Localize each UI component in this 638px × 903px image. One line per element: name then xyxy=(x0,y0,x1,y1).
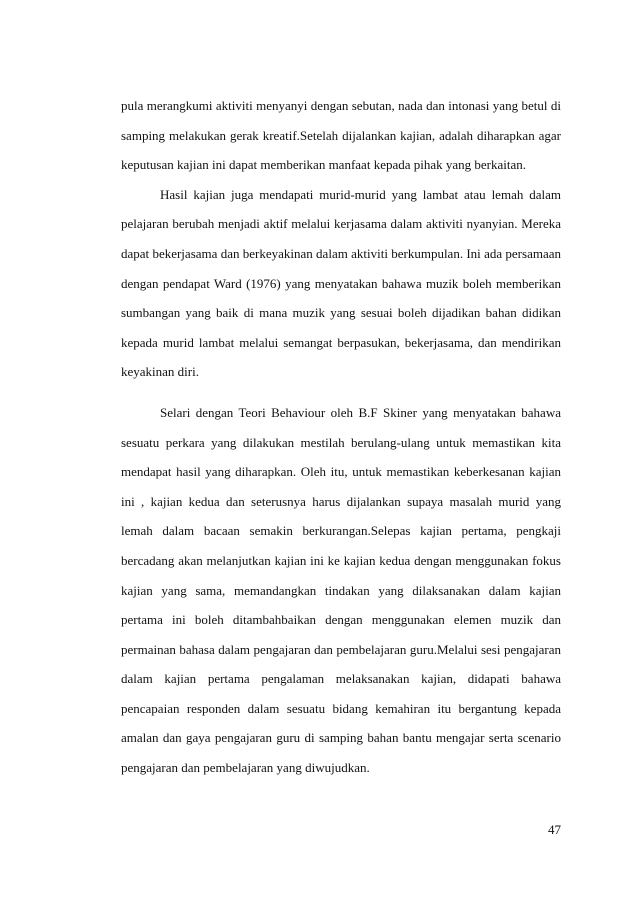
paragraph-1: pula merangkumi aktiviti menyanyi dengan sebutan, nada dan intonasi yang betul di samping melakukan gerak kreatif.Setelah dijalankan kajian, adalah diharapkan agar keputusan kajian ini dapat memberikan manfaat kepada pihak yang berkaitan. xyxy=(121,98,561,173)
paragraph-2: Hasil kajian juga mendapati murid-murid yang lambat atau lemah dalam pelajaran berubah menjadi aktif melalui kerjasama dalam aktiviti nyanyian. Mereka dapat bekerjasama dan berkeyakinan dalam aktiviti berkumpulan. Ini ada persamaan dengan pendapat Ward (1976) yang menyatakan bahawa muzik boleh memberikan sumbangan yang baik di mana muzik yang sesuai boleh dijadikan bahan didikan kepada murid lambat melalui semangat berpasukan, bekerjasama, dan mendirikan keyakinan diri. xyxy=(121,186,561,380)
paragraph-3: Selari dengan Teori Behaviour oleh B.F Skiner yang menyatakan bahawa sesuatu perkara yang dilakukan mestilah berulang-ulang untuk memastikan kita mendapat hasil yang diharapkan. Oleh itu, untuk memastikan keberkesanan kajian ini , kajian kedua dan seterusnya harus dijalankan supaya masalah murid yang lemah dalam bacaan semakin berkurangan.Selepas kajian pertama, pengkaji bercadang akan melanjutkan kajian ini ke kajian kedua dengan menggunakan fokus kajian yang sama, memandangkan tindakan yang dilaksanakan dalam kajian pertama ini boleh ditambahbaikan dengan menggunakan elemen muzik dan permainan bahasa dalam pengajaran dan pembelajaran guru.Melalui sesi pengajaran dalam kajian pertama pengalaman melaksanakan kajian, didapati bahawa pencapaian responden dalam sesuatu bidang kemahiran itu bergantung kepada amalan dan gaya pengajaran guru di samping bahan bantu mengajar serta scenario pengajaran dan pembelajaran yang diwujudkan. xyxy=(121,404,561,776)
body-text xyxy=(121,91,561,783)
page-number: 47 xyxy=(548,822,561,837)
